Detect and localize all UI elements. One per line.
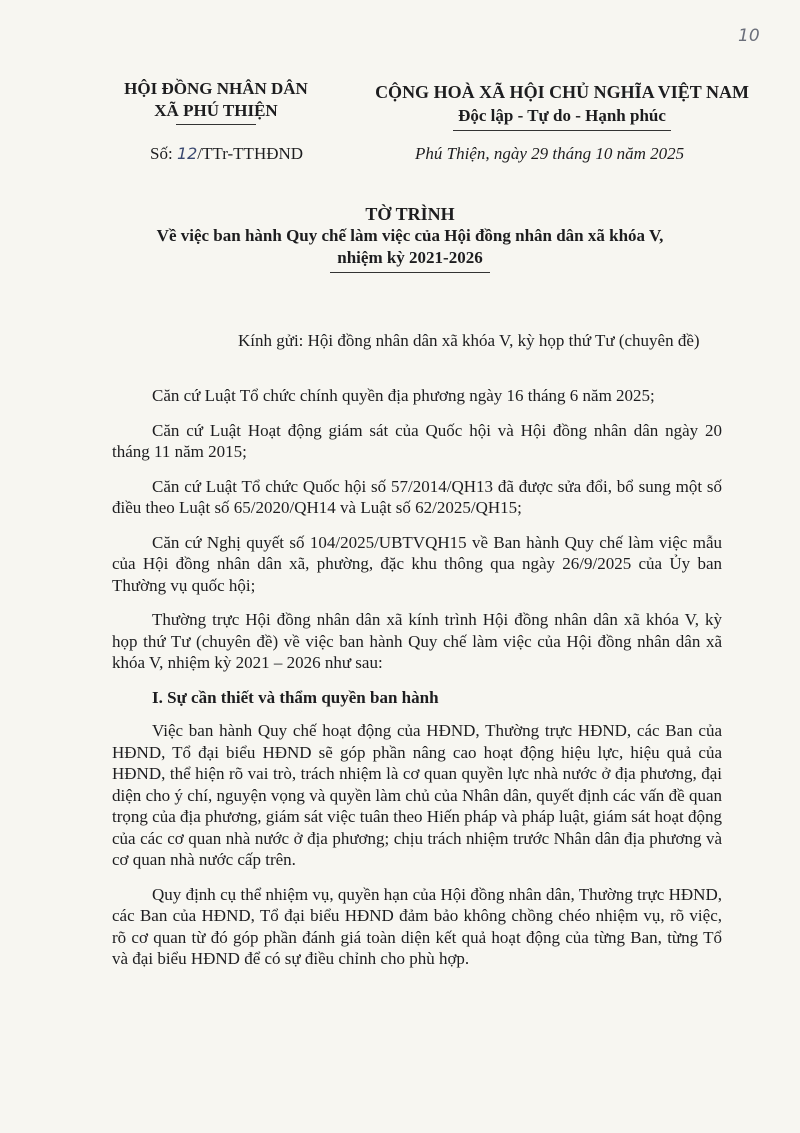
recipient-line: Kính gửi: Hội đồng nhân dân xã khóa V, kỳ họp thứ Tư (chuyên đề): [238, 331, 700, 350]
document-title: [80, 203, 740, 273]
issuing-authority: [118, 78, 314, 125]
subject-line-2: nhiệm kỳ 2021-2026: [337, 248, 483, 267]
legal-basis-2: Căn cứ Luật Hoạt động giám sát của Quốc hội và Hội đồng nhân dân ngày 20 tháng 11 năm 2015;: [112, 420, 722, 461]
legal-basis-4: Căn cứ Nghị quyết số 104/2025/UBTVQH15 về Ban hành Quy chế làm việc mẫu của Hội đồng nhân dân xã, phường, đặc khu thông qua ngày 26/9/2025 của Ủy ban Thường vụ quốc hội;: [112, 532, 722, 595]
legal-basis-3: Căn cứ Luật Tổ chức Quốc hội số 57/2014/QH13 đã được sửa đổi, bổ sung một số điều theo Luật số 65/2020/QH14 và Luật số 62/2025/QH15;: [112, 476, 722, 517]
org-line-2: XÃ PHÚ THIỆN: [154, 101, 278, 120]
org-underline: [176, 124, 256, 125]
doc-number-suffix: /TTr-TTHĐND: [197, 144, 304, 163]
national-header: [360, 80, 764, 131]
document-number: [150, 144, 303, 164]
submission-statement: Thường trực Hội đồng nhân dân xã kính trình Hội đồng nhân dân xã khóa V, kỳ họp thứ Tư (chuyên đề) về việc ban hành Quy chế làm việc của Hội đồng nhân dân xã khóa V, nhiệm kỳ 2021 – 2026 như sau:: [112, 610, 722, 672]
nation-name: CỘNG HOÀ XÃ HỘI CHỦ NGHĨA VIỆT NAM: [375, 82, 749, 102]
title-underline: [330, 272, 490, 273]
section-1-paragraph-1: Việc ban hành Quy chế hoạt động của HĐND, Thường trực HĐND, các Ban của HĐND, Tổ đại biểu HĐND sẽ góp phần nâng cao hoạt động hiệu lực, hiệu quả của HĐND, thể hiện rõ vai trò, trách nhiệm là cơ quan quyền lực nhà nước ở địa phương, đại diện cho ý chí, nguyện vọng và quyền làm chủ của Nhân dân, quyết định các vấn đề quan trọng của địa phương, giám sát việc tuân theo Hiến pháp và pháp luật, giám sát hoạt động của các cơ quan nhà nước ở địa phương; chịu trách nhiệm trước Nhân dân địa phương và cơ quan nhà nước cấp trên.: [112, 721, 722, 869]
section-1-paragraph-2: Quy định cụ thể nhiệm vụ, quyền hạn của Hội đồng nhân dân, Thường trực HĐND, các Ban của HĐND, Tổ đại biểu HĐND đảm bảo không chồng chéo nhiệm vụ, rõ việc, rõ cơ quan từ đó góp phần đánh giá toàn diện kết quả hoạt động của từng Ban, từng Tổ và đại biểu HĐND để có sự điều chỉnh cho phù hợp.: [112, 884, 722, 968]
place-and-date: Phú Thiện, ngày 29 tháng 10 năm 2025: [415, 144, 685, 163]
document-body: [112, 385, 722, 983]
page-number: 10: [738, 26, 760, 46]
doc-number-handwritten: 12: [176, 144, 198, 163]
document-type: TỜ TRÌNH: [365, 204, 455, 224]
legal-basis-1: Căn cứ Luật Tổ chức chính quyền địa phương ngày 16 tháng 6 năm 2025;: [152, 386, 655, 405]
org-line-1: HỘI ĐỒNG NHÂN DÂN: [124, 79, 308, 98]
national-motto: Độc lập - Tự do - Hạnh phúc: [458, 106, 666, 125]
subject-line-1: Về việc ban hành Quy chế làm việc của Hội đồng nhân dân xã khóa V,: [156, 226, 664, 245]
section-1-heading: I. Sự cần thiết và thẩm quyền ban hành: [152, 687, 439, 707]
motto-underline: [453, 130, 671, 131]
doc-number-prefix: Số:: [150, 144, 177, 163]
